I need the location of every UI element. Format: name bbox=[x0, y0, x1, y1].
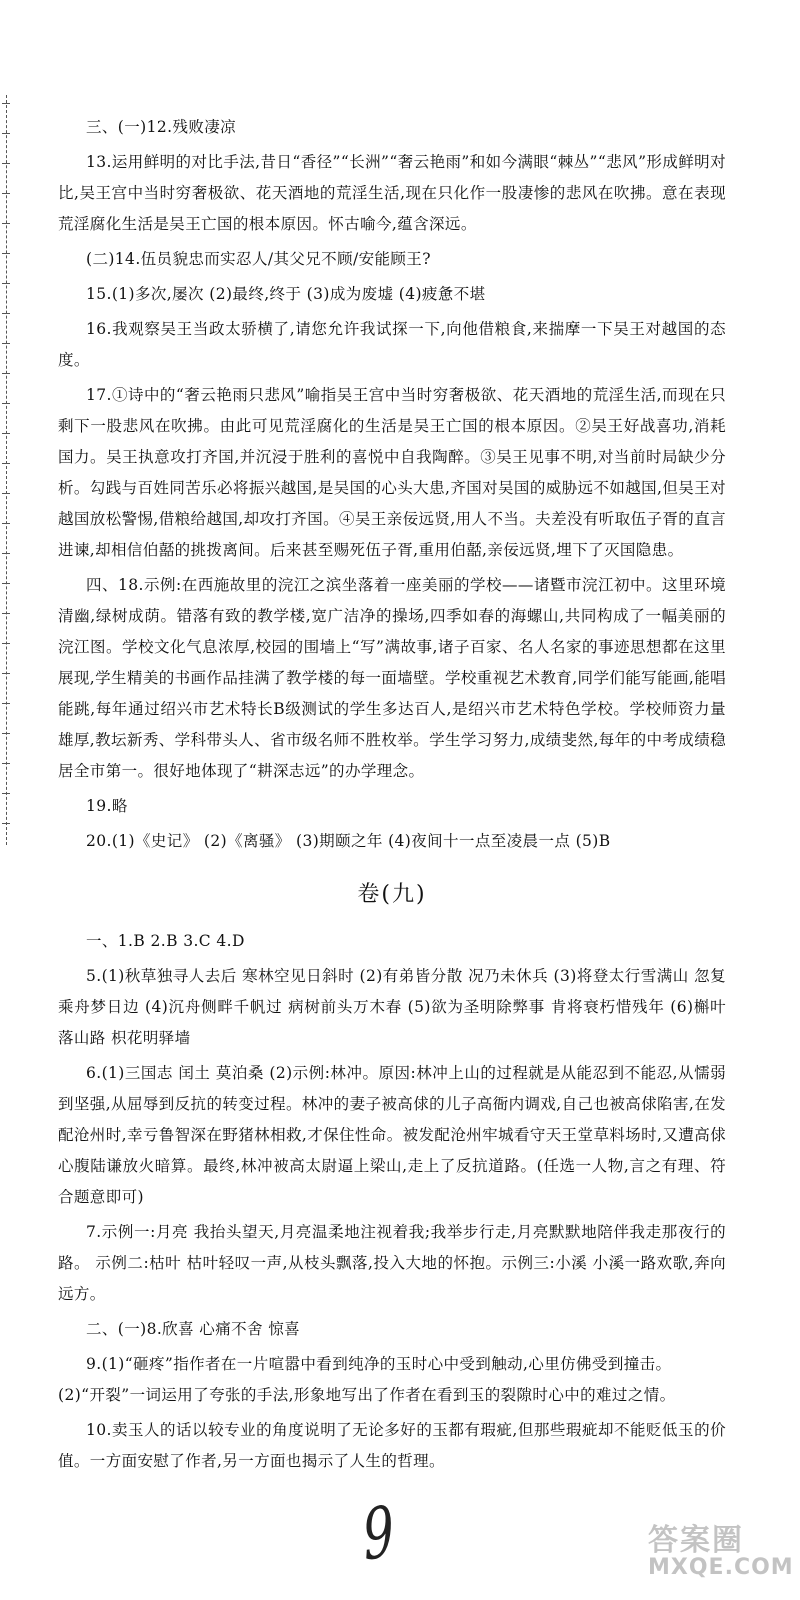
binding-tick bbox=[2, 103, 10, 104]
binding-tick bbox=[2, 283, 10, 284]
binding-tick bbox=[2, 823, 10, 824]
binding-tick bbox=[2, 643, 10, 644]
binding-tick bbox=[2, 223, 10, 224]
answer-q15: 15.(1)多次,屡次 (2)最终,终于 (3)成为废墟 (4)疲惫不堪 bbox=[86, 285, 486, 303]
answer-q18: 四、18.示例:在西施故里的浣江之滨坐落着一座美丽的学校——诸暨市浣江初中。这里环境清幽,绿树成荫。错落有致的教学楼,宽广洁净的操场,四季如春的海螺山,共同构成了一幅美丽的浣江图。学校文化气息浓厚,校园的围墙上“写”满故事,诸子百家、名人名家的事迹思想都在这里展现,学生精美的书画作品挂满了教学楼的每一面墙壁。学校重视艺术教育,同学们能写能画,能唱能跳,每年通过绍兴市艺术特长B级测试的学生多达百人,是绍兴市艺术特色学校。学校师资力量雄厚,教坛新秀、学科带头人、省市级名师不胜枚举。学生学习努力,成绩斐然,每年的中考成绩稳居全市第一。很好地体现了“耕深志远”的办学理念。 bbox=[58, 576, 726, 780]
binding-tick bbox=[2, 523, 10, 524]
binding-tick bbox=[2, 433, 10, 434]
binding-tick bbox=[2, 493, 10, 494]
binding-tick bbox=[2, 763, 10, 764]
answer-q7: 7.示例一:月亮 我抬头望天,月亮温柔地注视着我;我举步行走,月亮默默地陪伴我走那夜行的路。 示例二:枯叶 枯叶轻叹一声,从枝头飘落,投入大地的怀抱。示例三:小溪 小溪一路欢歌,奔向远方。 bbox=[58, 1223, 726, 1303]
answer-q19: 19.略 bbox=[86, 797, 128, 815]
binding-margin-line bbox=[6, 95, 7, 845]
answer-q14: (二)14.伍员貌忠而实忍人/其父兄不顾/安能顾王? bbox=[86, 250, 431, 268]
answer-q13: 13.运用鲜明的对比手法,昔日“香径”“长洲”“奢云艳雨”和如今满眼“棘丛”“悲风”形成鲜明对比,吴王宫中当时穷奢极欲、花天酒地的荒淫生活,现在只化作一股凄惨的悲风在吹拂。意在表现荒淫腐化生活是吴王亡国的根本原因。怀古喻今,蕴含深远。 bbox=[58, 153, 726, 233]
answer-q6: 6.(1)三国志 闰土 莫泊桑 (2)示例:林冲。原因:林冲上山的过程就是从能忍到不能忍,从懦弱到坚强,从屈辱到反抗的转变过程。林冲的妻子被高俅的儿子高衙内调戏,自己也被高俅陷害,在发配沧州时,幸亏鲁智深在野猪林相救,才保住性命。被发配沧州牢城看守天王堂草料场时,又遭高俅心腹陆谦放火暗算。最终,林冲被高太尉逼上梁山,走上了反抗道路。(任选一人物,言之有理、符合题意即可) bbox=[58, 1064, 726, 1206]
binding-tick bbox=[2, 703, 10, 704]
binding-tick bbox=[2, 733, 10, 734]
binding-tick bbox=[2, 253, 10, 254]
answer-q16: 16.我观察吴王当政太骄横了,请您允许我试探一下,向他借粮食,来揣摩一下吴王对越国的态度。 bbox=[58, 320, 726, 369]
binding-tick bbox=[2, 193, 10, 194]
binding-tick bbox=[2, 343, 10, 344]
watermark-logo-text: 答案圈 bbox=[648, 1523, 744, 1558]
binding-tick bbox=[2, 463, 10, 464]
binding-tick bbox=[2, 313, 10, 314]
answer-q5: 5.(1)秋草独寻人去后 寒林空见日斜时 (2)有弟皆分散 况乃未休兵 (3)将登太行雪满山 忽复乘舟梦日边 (4)沉舟侧畔千帆过 病树前头万木春 (5)欲为圣明除弊事 肯将衰朽惜残年 (6)槲叶落山路 枳花明驿墙 bbox=[58, 967, 726, 1047]
binding-tick bbox=[2, 583, 10, 584]
answer-q10: 10.卖玉人的话以较专业的角度说明了无论多好的玉都有瑕疵,但那些瑕疵却不能贬低玉的价值。一方面安慰了作者,另一方面也揭示了人生的哲理。 bbox=[58, 1421, 726, 1470]
handwritten-page-number: 9 bbox=[360, 1490, 398, 1577]
binding-tick bbox=[2, 793, 10, 794]
answer-q17: 17.①诗中的“奢云艳雨只悲风”喻指吴王宫中当时穷奢极欲、花天酒地的荒淫生活,而现在只剩下一股悲风在吹拂。由此可见荒淫腐化的生活是吴王亡国的根本原因。②吴王好战喜功,消耗国力。吴王执意攻打齐国,并沉浸于胜利的喜悦中自我陶醉。③吴王见事不明,对当前时局缺少分析。勾践与百姓同苦乐必将振兴越国,是吴国的心头大患,齐国对吴国的威胁远不如越国,但吴王对越国放松警惕,借粮给越国,却攻打齐国。④吴王亲佞远贤,用人不当。夫差没有听取伍子胥的直言进谏,却相信伯嚭的挑拨离间。后来甚至赐死伍子胥,重用伯嚭,亲佞远贤,埋下了灭国隐患。 bbox=[58, 386, 726, 559]
site-watermark bbox=[648, 1515, 794, 1591]
answer-content bbox=[58, 112, 726, 1481]
binding-tick bbox=[2, 373, 10, 374]
binding-tick bbox=[2, 133, 10, 134]
watermark-domain: MXQE.COM bbox=[648, 1555, 794, 1580]
answer-q9-part1: 9.(1)“砸疼”指作者在一片喧嚣中看到纯净的玉时心中受到触动,心里仿佛受到撞击。 bbox=[86, 1355, 672, 1373]
binding-tick bbox=[2, 163, 10, 164]
answer-q1-4: 一、1.B 2.B 3.C 4.D bbox=[86, 932, 245, 950]
binding-tick bbox=[2, 613, 10, 614]
answer-q20: 20.(1)《史记》 (2)《离骚》 (3)期颐之年 (4)夜间十一点至凌晨一点 (5)B bbox=[86, 832, 611, 850]
binding-tick bbox=[2, 403, 10, 404]
section-title-nine: 卷(九) bbox=[357, 882, 427, 907]
answer-q8: 二、(一)8.欣喜 心痛不舍 惊喜 bbox=[86, 1320, 301, 1338]
binding-tick bbox=[2, 553, 10, 554]
answer-q3-12: 三、(一)12.残败凄凉 bbox=[86, 118, 237, 136]
answer-q9-part2: (2)“开裂”一词运用了夸张的手法,形象地写出了作者在看到玉的裂隙时心中的难过之情。 bbox=[58, 1386, 676, 1404]
binding-tick bbox=[2, 673, 10, 674]
